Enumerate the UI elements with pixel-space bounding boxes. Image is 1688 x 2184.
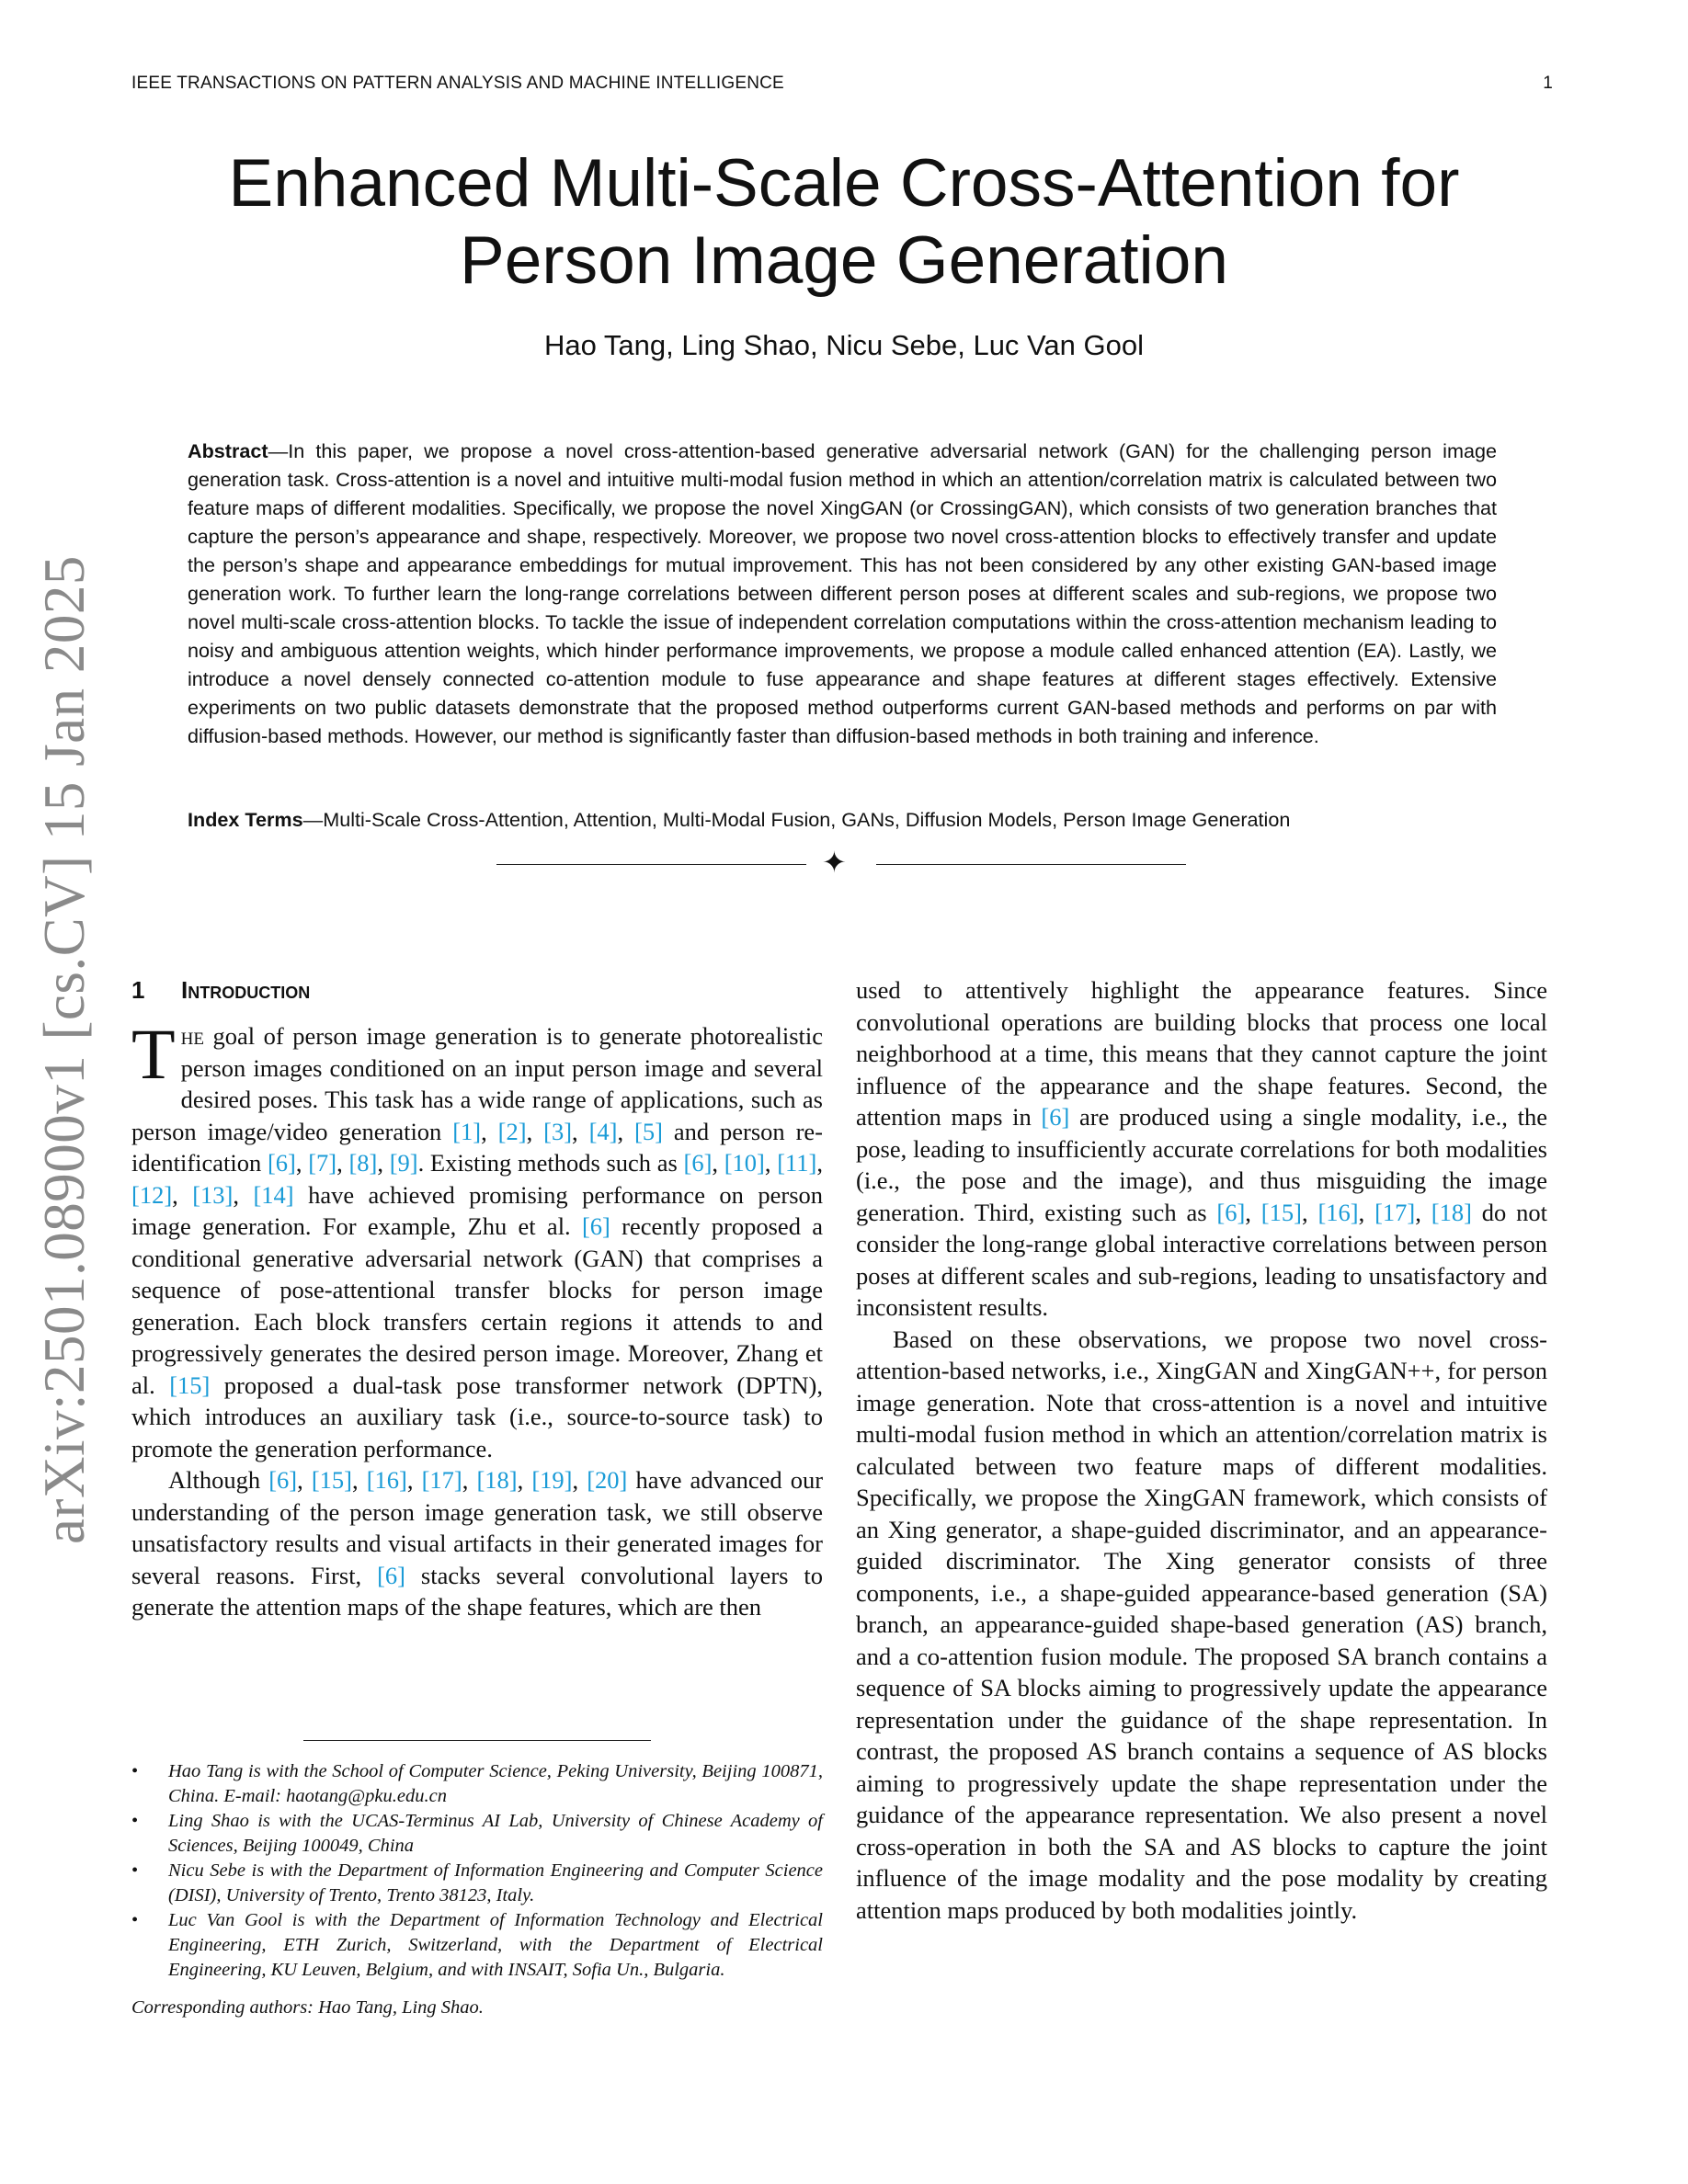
body-text-run: stacks several convolutional layers to generate the attention maps of the shape features, which are then: [131, 1561, 823, 1621]
bullet-icon: •: [131, 1910, 139, 1930]
citation-link[interactable]: [6]: [683, 1149, 713, 1177]
citation-link[interactable]: [4]: [588, 1117, 618, 1145]
body-text-run: goal of person image generation is to generate photorealistic person images conditioned on an input person image and several desired poses. This task has a wide range of applications, such as person image/video generation: [131, 1022, 823, 1145]
body-text-run: ,: [764, 1149, 778, 1177]
body-text-run: ,: [336, 1149, 349, 1177]
drop-cap: T: [131, 1014, 176, 1094]
body-text-run: ,: [295, 1149, 309, 1177]
section-title: Introduction: [181, 976, 311, 1004]
footnote-text: Luc Van Gool is with the Department of Information Technology and Electrical Engineering, ETH Zurich, Switzerland, with the Department of Electrical Engineering, KU Leuven, Belgium, and with INSAIT, Sofia Un., Bulgaria.: [168, 1910, 823, 1980]
index-terms-text: —Multi-Scale Cross-Attention, Attention, Multi-Modal Fusion, GANs, Diffusion Models, Person Image Generation: [302, 808, 1291, 831]
citation-link[interactable]: [7]: [308, 1149, 337, 1177]
affiliation-footnotes: [131, 1759, 823, 2020]
footnote-text: Nicu Sebe is with the Department of Information Engineering and Computer Science (DISI), University of Trento, Trento 38123, Italy.: [168, 1860, 823, 1905]
section-heading: [131, 974, 823, 1006]
citation-link[interactable]: [5]: [634, 1117, 663, 1145]
intro-paragraph-1: [131, 1014, 824, 1464]
body-text-run: used to attentively highlight the appearance features. Since convolutional operations are building blocks that process one local neighborhood at a time, this means that they cannot capture the joint influence of the appearance and the shape features. Second, the attention maps in: [856, 976, 1547, 1131]
intro-paragraph-2-continued: [856, 974, 1547, 1324]
citation-link[interactable]: [15]: [169, 1371, 211, 1399]
body-text-run: ,: [351, 1466, 367, 1494]
journal-name: IEEE TRANSACTIONS ON PATTERN ANALYSIS AND MACHINE INTELLIGENCE: [131, 74, 784, 93]
body-text-run: ,: [1415, 1198, 1431, 1226]
corresponding-authors: Corresponding authors: Hao Tang, Ling Shao.: [131, 1997, 484, 2018]
body-column-left: [131, 974, 823, 1623]
citation-link[interactable]: [6]: [377, 1561, 406, 1589]
body-text-run: ,: [572, 1117, 589, 1145]
citation-link[interactable]: [16]: [366, 1466, 407, 1494]
intro-paragraph-2: [131, 1464, 823, 1623]
body-text-run: do not consider the long-range global interactive correlations between person poses at different scales and sub-regions, leading to unsatisfactory and inconsistent results.: [856, 1198, 1548, 1321]
body-text-run: ,: [481, 1117, 498, 1145]
citation-link[interactable]: [16]: [1317, 1198, 1359, 1226]
citation-link[interactable]: [11]: [777, 1149, 817, 1177]
body-text-run: ,: [1245, 1198, 1261, 1226]
citation-link[interactable]: [15]: [1260, 1198, 1302, 1226]
divider-rule-right: [876, 864, 1186, 865]
body-text-run: are produced using a single modality, i.e., the pose, leading to insufficiently accurate correlations for both modalities (i.e., the pose and the image), and thus misguiding the image generation. Third, existing such as: [856, 1103, 1547, 1226]
footnote-text: Hao Tang is with the School of Computer Science, Peking University, Beijing 100871, China. E-mail: haotang@pku.edu.cn: [168, 1761, 823, 1806]
bullet-icon: •: [131, 1860, 139, 1881]
running-head: [131, 74, 1553, 94]
arxiv-identifier-stamp: arXiv:2501.08900v1 [cs.CV] 15 Jan 2025: [32, 555, 97, 1544]
body-text-run: ,: [1358, 1198, 1375, 1226]
footnote-rule: [303, 1740, 651, 1741]
index-terms: [188, 805, 1497, 834]
body-text-run: proposed a dual-task pose transformer network (DPTN), which introduces an auxiliary task (i.e., source-to-source task) to promote the generation performance.: [131, 1371, 824, 1462]
citation-link[interactable]: [6]: [267, 1149, 296, 1177]
abstract-label: Abstract: [188, 439, 268, 462]
footnote-item: [131, 1908, 823, 1983]
citation-link[interactable]: [12]: [131, 1180, 173, 1209]
body-text-run: have advanced our understanding of the person image generation task, we still observe unsatisfactory results and visual artifacts in their generated images for several reasons. First,: [131, 1466, 824, 1589]
body-text-run: and person re-identification: [131, 1117, 824, 1177]
citation-link[interactable]: [6]: [1041, 1103, 1070, 1131]
footnote-item: [131, 1809, 823, 1859]
body-text-run: ,: [572, 1466, 587, 1494]
body-text-run: ,: [816, 1149, 824, 1177]
abstract: [188, 437, 1497, 750]
body-text-run: ,: [406, 1466, 422, 1494]
paper-title: Enhanced Multi-Scale Cross-Attention for Person Image Generation: [228, 146, 1460, 298]
body-text-run: ,: [712, 1149, 724, 1177]
footnote-text: Ling Shao is with the UCAS-Terminus AI Lab, University of Chinese Academy of Sciences, Beijing 100049, China: [168, 1811, 823, 1856]
citation-link[interactable]: [3]: [543, 1117, 573, 1145]
author-list: Hao Tang, Ling Shao, Nicu Sebe, Luc Van Gool: [543, 329, 1144, 361]
citation-link[interactable]: [6]: [268, 1466, 298, 1494]
body-text-run: ,: [617, 1117, 635, 1145]
body-text-run: ,: [297, 1466, 312, 1494]
body-text-run: . Existing methods such as: [417, 1149, 684, 1177]
body-text-run: Although: [168, 1466, 269, 1494]
section-divider: [496, 846, 1186, 879]
citation-link[interactable]: [15]: [311, 1466, 352, 1494]
citation-link[interactable]: [18]: [1431, 1198, 1472, 1226]
citation-link[interactable]: [17]: [421, 1466, 462, 1494]
body-text-run: recently proposed a conditional generative adversarial network (GAN) that comprises a sequence of pose-attentional transfer blocks for person image generation. Each block transfers certain regions it attends to and progressively generates the desired person image. Moreover, Zhang et al.: [131, 1212, 823, 1399]
page-number: 1: [1543, 74, 1553, 93]
abstract-text: —In this paper, we propose a novel cross-attention-based generative adversarial network (GAN) for the challenging person image generation task. Cross-attention is a novel and intuitive multi-modal fusion method in which an attention/correlation matrix is calculated between two feature maps of different modalities. Specifically, we propose the novel XingGAN (or CrossingGAN), which consists of two generation branches that capture the person’s appearance and shape, respectively. Moreover, we propose two novel cross-attention blocks to effectively transfer and update the person’s shape and appearance embeddings for mutual improvement. This has not been considered by any other existing GAN-based image generation work. To further learn the long-range correlations between different person poses at different scales and sub-regions, we propose two novel multi-scale cross-attention blocks. To tackle the issue of independent correlation computations within the cross-attention mechanism leading to noisy and ambiguous attention weights, which hinder performance improvements, we propose a module called enhanced attention (EA). Lastly, we introduce a novel densely connected co-attention module to fuse appearance and shape features at different stages effectively. Extensive experiments on two public datasets demonstrate that the proposed method outperforms current GAN-based methods and performs on par with diffusion-based methods. However, our method is significantly faster than diffusion-based methods in both training and inference.: [188, 439, 1497, 747]
body-text-run: ,: [172, 1180, 193, 1209]
index-terms-label: Index Terms: [188, 808, 303, 831]
body-text-run: ,: [1301, 1198, 1318, 1226]
citation-link[interactable]: [20]: [587, 1466, 628, 1494]
citation-link[interactable]: [13]: [192, 1180, 234, 1209]
citation-link[interactable]: [2]: [497, 1117, 527, 1145]
citation-link[interactable]: [1]: [452, 1117, 482, 1145]
intro-paragraph-3: Based on these observations, we propose two novel cross-attention-based networks, i.e., XingGAN and XingGAN++, for person image generation. Note that cross-attention is a novel and intuitive multi-modal fusion method in which an attention/correlation matrix is calculated between two feature maps of different modalities. Specifically, we propose the XingGAN framework, which consists of an Xing generator, a shape-guided discriminator, and an appearance-guided discriminator. The Xing generator consists of three components, i.e., a shape-guided appearance-based generation (SA) branch, an appearance-guided shape-based generation (AS) branch, and a co-attention fusion module. The proposed SA branch contains a sequence of SA blocks aiming to progressively update the appearance representation under the guidance of the shape representation. In contrast, the proposed AS branch contains a sequence of AS blocks aiming to progressively update the shape representation under the guidance of the appearance representation. We also present a novel cross-operation in both the SA and AS blocks to capture the joint influence of the image modality and the pose modality by creating attention maps produced by both modalities jointly.: [856, 1325, 1547, 1924]
body-text-run: have achieved promising performance on person image generation. For example, Zhu et al.: [131, 1180, 824, 1240]
footnote-list: [131, 1759, 823, 1983]
citation-link[interactable]: [17]: [1374, 1198, 1416, 1226]
divider-rule-left: [496, 864, 806, 865]
citation-link[interactable]: [18]: [476, 1466, 518, 1494]
citation-link[interactable]: [19]: [531, 1466, 573, 1494]
citation-link[interactable]: [6]: [581, 1212, 610, 1240]
body-text-run: ,: [517, 1466, 532, 1494]
section-number: 1: [131, 976, 145, 1004]
citation-link[interactable]: [8]: [348, 1149, 378, 1177]
bullet-icon: •: [131, 1761, 139, 1781]
citation-link[interactable]: [6]: [1216, 1198, 1246, 1226]
footnote-item: [131, 1759, 823, 1809]
footnote-item: [131, 1859, 823, 1908]
body-text-run: ,: [377, 1149, 390, 1177]
body-text-run: ,: [233, 1180, 254, 1209]
divider-diamond-icon: ✦: [822, 846, 847, 879]
intro-paragraph-1-text: [131, 1014, 824, 1462]
citation-link[interactable]: [14]: [253, 1180, 294, 1209]
bullet-icon: •: [131, 1811, 139, 1831]
body-column-right: [856, 974, 1547, 1926]
citation-link[interactable]: [9]: [389, 1149, 418, 1177]
body-text-run: ,: [526, 1117, 544, 1145]
body-text-run: ,: [462, 1466, 477, 1494]
drop-cap-continuation: he: [180, 1022, 204, 1050]
citation-link[interactable]: [10]: [724, 1149, 765, 1177]
